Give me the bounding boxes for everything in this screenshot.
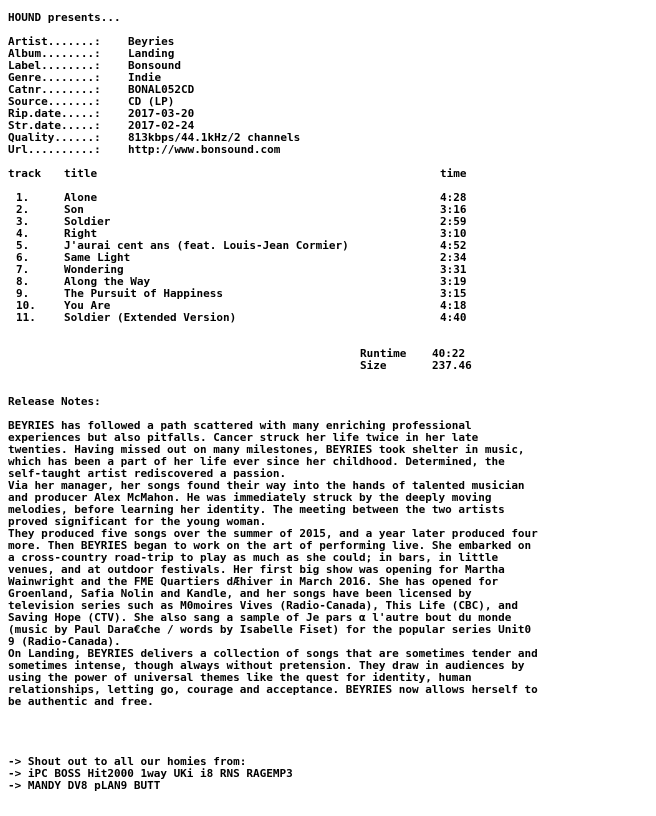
release-notes-line: venues, and at outdoor festivals. Her first big show was opening for Martha — [8, 564, 505, 576]
track-time: 3:15 — [440, 288, 467, 300]
release-notes-line: On Landing, BEYRIES delivers a collection of songs that are sometimes tender and — [8, 648, 538, 660]
track-title: Alone — [64, 192, 98, 204]
release-notes-line: They produced five songs over the summer of 2015, and a year later produced four — [8, 528, 538, 540]
track-number: 2. — [16, 204, 30, 216]
info-source: Source.......: CD (LP) — [8, 96, 175, 108]
track-number: 3. — [16, 216, 30, 228]
track-title: The Pursuit of Happiness — [64, 288, 223, 300]
release-notes-line: sometimes intense, though always without pretension. They draw in audiences by — [8, 660, 525, 672]
release-notes-line: and producer Alex McMahon. He was immediately struck by the deeply moving — [8, 492, 492, 504]
track-number: 9. — [16, 288, 30, 300]
info-artist: Artist.......: Beyries — [8, 36, 175, 48]
track-number: 4. — [16, 228, 30, 240]
release-notes-line: which has been a part of her life ever since her childhood. Determined, the — [8, 456, 505, 468]
track-number: 11. — [16, 312, 36, 324]
header-line: HOUND presents... — [8, 12, 121, 24]
release-notes-line: proved significant for the young woman. — [8, 516, 267, 528]
release-notes-line: be authentic and free. — [8, 696, 154, 708]
track-number: 7. — [16, 264, 30, 276]
shoutout-line: -> Shout out to all our homies from: — [8, 756, 247, 768]
release-notes-line: more. Then BEYRIES began to work on the art of performing live. She embarked on — [8, 540, 532, 552]
release-notes-line: Wainwright and the FME Quartiers dÆhiver in March 2016. She has opened for — [8, 576, 499, 588]
release-notes-line: relationships, letting go, courage and acceptance. BEYRIES now allows herself to — [8, 684, 538, 696]
info-url: Url..........: http://www.bonsound.com — [8, 144, 281, 156]
release-notes-line: melodies, before learning her identity. The meeting between the two artists — [8, 504, 505, 516]
track-time: 2:59 — [440, 216, 467, 228]
track-number: 6. — [16, 252, 30, 264]
track-number: 10. — [16, 300, 36, 312]
track-title: Son — [64, 204, 84, 216]
release-notes-line: BEYRIES has followed a path scattered with many enriching professional — [8, 420, 472, 432]
info-catnr: Catnr........: BONAL052CD — [8, 84, 195, 96]
info-quality: Quality......: 813kbps/44.1kHz/2 channels — [8, 132, 301, 144]
release-notes-line: (music by Paul Dara€che / words by Isabelle Fiset) for the popular series Unit0 — [8, 624, 532, 636]
track-title: Along the Way — [64, 276, 151, 288]
track-row — [8, 192, 652, 204]
track-row — [8, 216, 652, 228]
shoutout-line: -> MANDY DV8 pLAN9 BUTT — [8, 780, 161, 792]
track-title: Right — [64, 228, 98, 240]
track-title: Same Light — [64, 252, 131, 264]
size-line: Size 237.46 — [360, 360, 472, 372]
info-album: Album........: Landing — [8, 48, 175, 60]
release-notes-body — [8, 420, 652, 708]
info-genre: Genre........: Indie — [8, 72, 162, 84]
track-number: 1. — [16, 192, 30, 204]
track-number: 8. — [16, 276, 30, 288]
release-notes-line: experiences but also pitfalls. Cancer struck her life twice in her late — [8, 432, 479, 444]
track-time: 3:10 — [440, 228, 467, 240]
release-notes-line: using the power of universal themes like the quest for identity, human — [8, 672, 472, 684]
release-notes-line: television series such as M0moires Vives (Radio-Canada), This Life (CBC), and — [8, 600, 518, 612]
release-notes-line: self-taught artist rediscovered a passion. — [8, 468, 287, 480]
tracklist-header: track title time — [8, 168, 467, 180]
track-row — [8, 204, 652, 216]
track-time: 4:28 — [440, 192, 467, 204]
release-notes-line: Saving Hope (CTV). She also sang a sample of Je pars α l'autre bout du monde — [8, 612, 512, 624]
info-rip-date: Rip.date.....: 2017-03-20 — [8, 108, 195, 120]
track-row — [8, 276, 652, 288]
track-row — [8, 312, 652, 324]
track-time: 4:18 — [440, 300, 467, 312]
track-title: Soldier — [64, 216, 111, 228]
release-notes-line: Via her manager, her songs found their way into the hands of talented musician — [8, 480, 525, 492]
track-time: 2:34 — [440, 252, 467, 264]
track-list — [8, 192, 652, 324]
track-time: 4:40 — [440, 312, 467, 324]
release-notes-line: 9 (Radio-Canada). — [8, 636, 121, 648]
track-row — [8, 228, 652, 240]
info-label: Label........: Bonsound — [8, 60, 181, 72]
track-row — [8, 288, 652, 300]
release-notes-line: a cross-country road-trip to play as much as she could; in bars, in little — [8, 552, 499, 564]
track-title: You Are — [64, 300, 111, 312]
track-time: 3:16 — [440, 204, 467, 216]
info-block — [8, 36, 652, 156]
release-notes-heading: Release Notes: — [8, 396, 101, 408]
track-time: 3:19 — [440, 276, 467, 288]
track-title: J'aurai cent ans (feat. Louis-Jean Cormier) — [64, 240, 349, 252]
track-row — [8, 300, 652, 312]
shoutout-line: -> iPC BOSS Hit2000 1way UKi i8 RNS RAGEMP3 — [8, 768, 293, 780]
track-title: Wondering — [64, 264, 124, 276]
runtime-line: Runtime 40:22 — [360, 348, 466, 360]
track-row — [8, 252, 652, 264]
track-row — [8, 264, 652, 276]
track-row — [8, 240, 652, 252]
nfo-document — [8, 12, 652, 792]
shoutout-block — [8, 756, 652, 792]
info-str-date: Str.date.....: 2017-02-24 — [8, 120, 195, 132]
release-notes-line: Groenland, Safia Nolin and Kandle, and her songs have been licensed by — [8, 588, 472, 600]
release-notes-line: twenties. Having missed out on many milestones, BEYRIES took shelter in music, — [8, 444, 525, 456]
track-title: Soldier (Extended Version) — [64, 312, 237, 324]
track-time: 4:52 — [440, 240, 467, 252]
track-number: 5. — [16, 240, 30, 252]
track-time: 3:31 — [440, 264, 467, 276]
